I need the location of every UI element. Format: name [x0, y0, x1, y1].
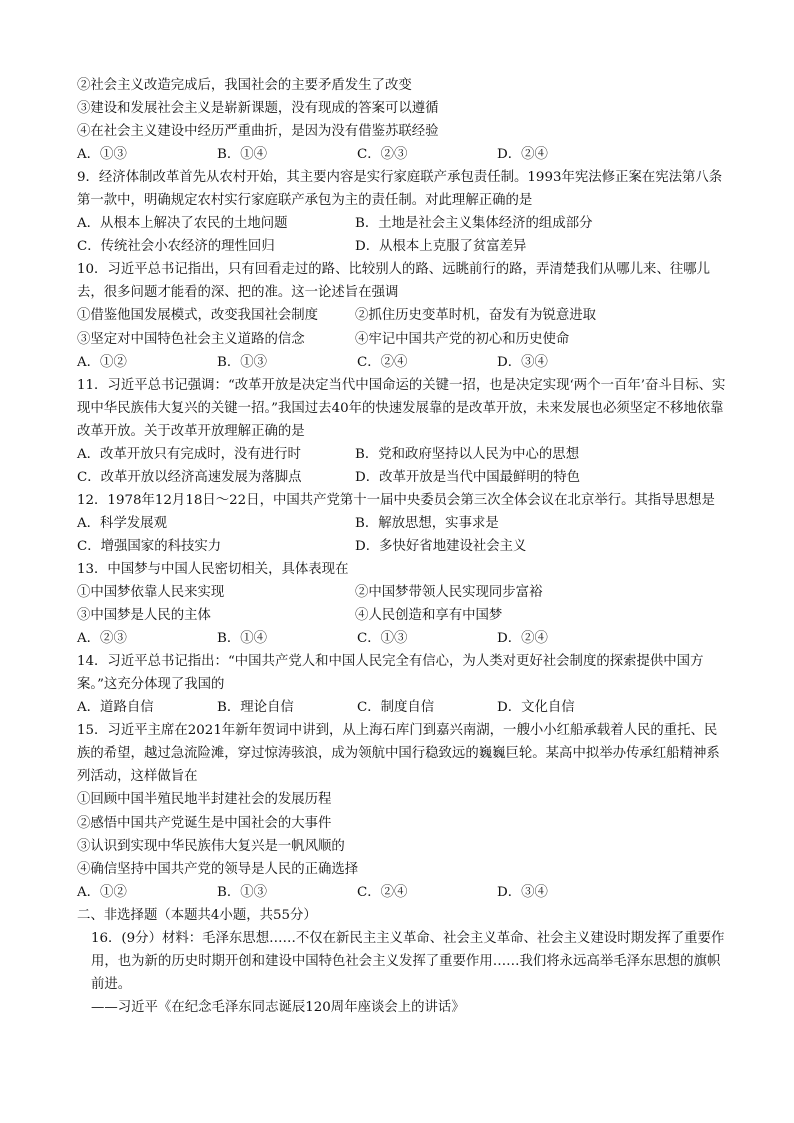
q8-item-2: ②社会主义改造完成后，我国社会的主要矛盾发生了改变	[77, 78, 412, 93]
q16-source: ——习近平《在纪念毛泽东同志诞辰120周年座谈会上的讲话》	[91, 999, 465, 1015]
q14-stem: 14．习近平总书记指出：“中国共产党人和中国人民完全有信心，为人类对更好社会制度的探索提供中国方案。”这充分体现了我国的	[77, 654, 704, 693]
q8-item-3: ③建设和发展社会主义是崭新课题，没有现成的答案可以遵循	[77, 101, 439, 117]
section-heading: 二、非选择题（本题共4小题，共55分）	[77, 907, 317, 923]
q10-items-row1	[77, 304, 727, 327]
q11-options-row1	[77, 443, 727, 466]
q15-item-4: ④确信坚持中国共产党的领导是人民的正确选择	[77, 861, 359, 877]
q15-option-c: C．②④	[357, 884, 408, 900]
q13-item-3: ③中国梦是人民的主体	[77, 608, 211, 624]
q13-option-b: B．①④	[217, 631, 268, 647]
q13-item-1: ①中国梦依靠人民来实现	[77, 585, 225, 601]
q9-option-b: B．土地是社会主义集体经济的组成部分	[355, 216, 593, 232]
q11-option-b: B．党和政府坚持以人民为中心的思想	[355, 446, 580, 462]
q8-option-d: D．②④	[497, 147, 548, 163]
q15-item-1: ①回顾中国半殖民地半封建社会的发展历程	[77, 792, 332, 808]
q10-option-d: D．③④	[497, 354, 548, 370]
q10-option-c: C．②④	[357, 354, 408, 370]
q16-stem: 16．(9分）材料：毛泽东思想……不仅在新民主主义革命、社会主义革命、社会主义建设时期发挥了重要作用，也为新的历史时期开创和建设中国特色社会主义发挥了重要作用……我们将永远高举毛泽东思想的旗帜前进。	[91, 930, 725, 992]
q13-option-d: D．②④	[497, 631, 548, 647]
q8-options	[77, 143, 727, 166]
q12-option-b: B．解放思想，实事求是	[355, 515, 499, 531]
q9-options-row1	[77, 212, 727, 235]
q9-option-a: A．从根本上解决了农民的土地问题	[77, 216, 288, 232]
q9-option-c: C．传统社会小农经济的理性回归	[77, 239, 275, 255]
q13-stem: 13．中国梦与中国人民密切相关，具体表现在	[77, 561, 349, 577]
q14-options	[77, 696, 727, 719]
q9-options-row2	[77, 235, 727, 258]
q14-option-d: D．文化自信	[497, 700, 575, 716]
q15-option-d: D．③④	[497, 884, 548, 900]
q10-item-1: ①借鉴他国发展模式，改变我国社会制度	[77, 308, 319, 324]
q8-option-a: A．①③	[77, 147, 127, 163]
q13-items-row1	[77, 581, 727, 604]
q12-option-c: C．增强国家的科技实力	[77, 538, 222, 554]
q9-option-d: D．从根本上克服了贫富差异	[355, 239, 527, 255]
q10-items-row2	[77, 328, 727, 351]
q12-stem: 12．1978年12月18日～22日，中国共产党第十一届中央委员会第三次全体会议在北京举行。其指导思想是	[77, 492, 715, 508]
q15-option-b: B．①③	[217, 884, 268, 900]
q11-options-row2	[77, 466, 727, 489]
q11-option-a: A．改革开放只有完成时，没有进行时	[77, 446, 301, 462]
q14-option-c: C．制度自信	[357, 700, 435, 716]
q12-option-d: D．多快好省地建设社会主义	[355, 538, 527, 554]
q15-item-2: ②感悟中国共产党诞生是中国社会的大事件	[77, 815, 332, 831]
q15-options	[77, 881, 727, 904]
q13-items-row2	[77, 604, 727, 627]
q10-item-2: ②抓住历史变革时机，奋发有为锐意进取	[355, 308, 597, 324]
q10-options	[77, 351, 727, 374]
q13-item-2: ②中国梦带领人民实现同步富裕	[355, 585, 543, 601]
q11-option-c: C．改革开放以经济高速发展为落脚点	[77, 469, 302, 485]
q12-option-a: A．科学发展观	[77, 515, 168, 531]
q10-option-b: B．①③	[217, 354, 268, 370]
q13-option-a: A．②③	[77, 631, 127, 647]
q13-options	[77, 627, 727, 650]
q11-option-d: D．改革开放是当代中国最鲜明的特色	[355, 469, 580, 485]
q14-option-a: A．道路自信	[77, 700, 154, 716]
q15-option-a: A．①②	[77, 884, 127, 900]
q8-option-b: B．①④	[217, 147, 268, 163]
q9-stem: 9．经济体制改革首先从农村开始，其主要内容是实行家庭联产承包责任制。1993年宪法修正案在宪法第八条第一款中，明确规定农村实行家庭联产承包为主的责任制。对此理解正确的是	[77, 170, 723, 209]
q10-item-3: ③坚定对中国特色社会主义道路的信念	[77, 331, 305, 347]
q10-item-4: ④牢记中国共产党的初心和历史使命	[355, 331, 570, 347]
q8-option-c: C．②③	[357, 147, 408, 163]
exam-page	[77, 74, 727, 1019]
q12-options-row2	[77, 535, 727, 558]
q10-option-a: A．①②	[77, 354, 127, 370]
q15-item-3: ③认识到实现中华民族伟大复兴是一帆风顺的	[77, 838, 345, 854]
q14-option-b: B．理论自信	[217, 700, 294, 716]
q15-stem: 15．习近平主席在2021年新年贺词中讲到，从上海石库门到嘉兴南湖，一艘小小红船承载着人民的重托、民族的希望，越过急流险滩，穿过惊涛骇浪，成为领航中国行稳致远的巍巍巨轮。某高中拟举办传承红船精神系列活动，这样做旨在	[77, 723, 720, 785]
q13-item-4: ④人民创造和享有中国梦	[355, 608, 503, 624]
q12-options-row1	[77, 512, 727, 535]
q10-stem: 10．习近平总书记指出，只有回看走过的路、比较别人的路、远眺前行的路，弄清楚我们从哪儿来、往哪儿去，很多问题才能看的深、把的准。这一论述旨在强调	[77, 262, 711, 301]
q13-option-c: C．①③	[357, 631, 408, 647]
q8-item-4: ④在社会主义建设中经历严重曲折，是因为没有借鉴苏联经验	[77, 124, 439, 140]
q11-stem: 11．习近平总书记强调：“改革开放是决定当代中国命运的关键一招，也是决定实现‘两个一百年’奋斗目标、实现中华民族伟大复兴的关键一招。”我国过去40年的快速发展靠的是改革开放，未来发展也必须坚定不移地依靠改革开放。关于改革开放理解正确的是	[77, 377, 726, 439]
